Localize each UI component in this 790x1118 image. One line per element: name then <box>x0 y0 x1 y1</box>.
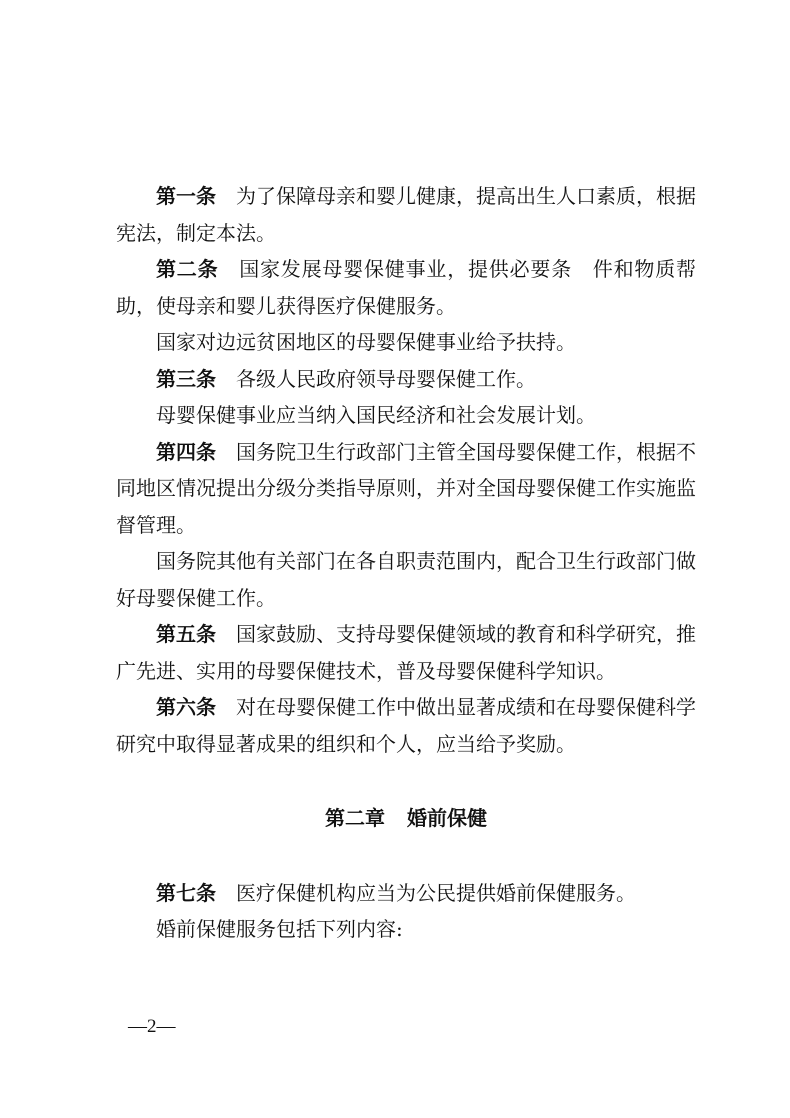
article-label: 第三条 <box>156 366 216 391</box>
article-label: 第五条 <box>156 622 216 646</box>
article-text: 为了保障母亲和婴儿健康，提高出生人口素质，根据宪法，制定本法。 <box>116 184 696 245</box>
article-label: 第二条 <box>156 257 219 281</box>
paragraph-text: 婚前保健服务包括下列内容: <box>156 917 403 941</box>
chapter-heading <box>116 800 696 837</box>
article-label: 第六条 <box>156 695 216 719</box>
document-body <box>116 178 696 948</box>
article-7-paragraph-2 <box>116 911 696 948</box>
article-text: 医疗保健机构应当为公民提供婚前保健服务。 <box>236 880 636 905</box>
article-text: 国务院卫生行政部门主管全国母婴保健工作，根据不同地区情况提出分级分类指导原则，并对全国母婴保健工作实施监督管理。 <box>116 439 696 537</box>
article-3-paragraph-2 <box>116 397 696 434</box>
article-text: 各级人民政府领导母婴保健工作。 <box>236 366 536 391</box>
article-text: 对在母婴保健工作中做出显著成绩和在母婴保健科学研究中取得显著成果的组织和个人，应当给予奖励。 <box>116 695 696 756</box>
article-7 <box>116 875 696 912</box>
article-label: 第一条 <box>156 184 216 208</box>
article-label: 第四条 <box>156 439 216 464</box>
page-number: —2— <box>128 1016 176 1037</box>
article-2 <box>116 251 696 324</box>
paragraph-text: 母婴保健事业应当纳入国民经济和社会发展计划。 <box>156 403 596 427</box>
article-4-paragraph-2 <box>116 543 696 616</box>
article-3 <box>116 361 696 398</box>
article-4 <box>116 434 696 544</box>
article-2-paragraph-2 <box>116 324 696 361</box>
paragraph-text: 国家对边远贫困地区的母婴保健事业给予扶持。 <box>156 330 576 354</box>
chapter-title: 婚前保健 <box>407 806 487 830</box>
article-5 <box>116 616 696 689</box>
paragraph-text: 国务院其他有关部门在各自职责范围内，配合卫生行政部门做好母婴保健工作。 <box>116 549 696 610</box>
article-label: 第七条 <box>156 880 216 905</box>
article-text: 国家鼓励、支持母婴保健领域的教育和科学研究，推广先进、实用的母婴保健技术，普及母婴保健科学知识。 <box>116 622 696 683</box>
article-text: 国家发展母婴保健事业，提供必要条 件和物质帮助，使母亲和婴儿获得医疗保健服务。 <box>116 257 697 318</box>
article-6 <box>116 689 696 762</box>
chapter-number: 第二章 <box>325 806 385 830</box>
article-1 <box>116 178 696 251</box>
